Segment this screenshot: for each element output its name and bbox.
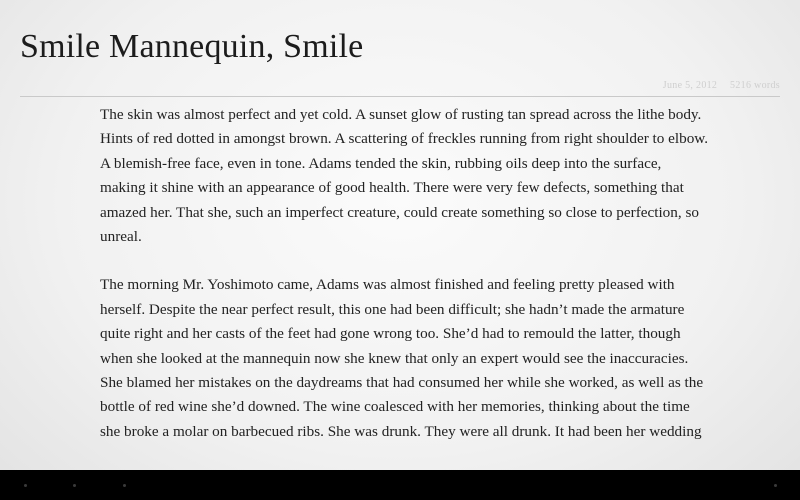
article-meta [653, 80, 780, 91]
back-icon[interactable] [24, 484, 27, 487]
paragraph: The morning Mr. Yoshimoto came, Adams was almost finished and feeling pretty pleased with herself. Despite the near perfect result, this one had been difficult; she hadn’t made the armature quite right and her casts of the feet had gone wrong too. She’d had to remould the latter, though when she looked at the mannequin now she knew that only an expert would see the inaccuracies. She blamed her mistakes on the daydreams that had consumed her while she worked, as well as the bottle of red wine she’d downed. The wine coalesced with her memories, thinking about the time she broke a molar on barbecued ribs. She was drunk. They were all drunk. It had been her wedding [100, 276, 704, 440]
article-word-count: 5216 words [730, 80, 780, 91]
article-date: June 5, 2012 [662, 80, 718, 91]
article-title: Smile Mannequin, Smile [20, 28, 364, 65]
home-icon[interactable] [73, 484, 76, 487]
article-body[interactable] [100, 103, 710, 468]
system-navigation-bar [0, 470, 800, 500]
title-divider [20, 96, 780, 97]
paragraph: The skin was almost perfect and yet cold. A sunset glow of rusting tan spread across the lithe body. Hints of red dotted in amongst brown. A scattering of freckles running from right shoulder to elbow. A blemish-free face, even in tone. Adams tended the skin, rubbing oils deep into the surface, making it shine with an appearance of good health. There were very few defects, something that amazed her. That she, such an imperfect creature, could create something so close to perfection, so unreal. [100, 106, 709, 246]
status-icon[interactable] [774, 484, 777, 487]
recent-apps-icon[interactable] [123, 484, 126, 487]
